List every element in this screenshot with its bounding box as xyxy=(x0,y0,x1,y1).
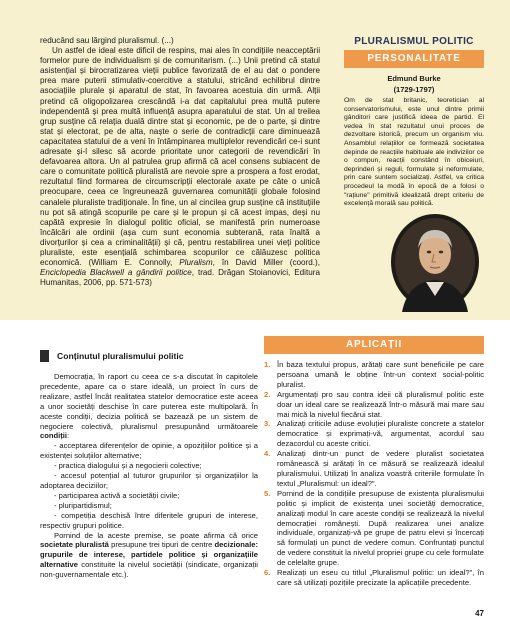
personality-sidebar xyxy=(344,36,484,209)
paragraph-2-a: Pornind de la aceste premise, se poate afirma că orice xyxy=(54,530,258,540)
condition-item: - accesul potențial al tuturor grupurilor și organizațiilor la adoptarea deciziilor; xyxy=(40,471,258,490)
quote-main-text: Un astfel de ideal este dificil de respins, mai ales în condițiile neacceptării formelor pure de individualism și de comunitarism. (...) Unii pretind că statul asistențial și birocratizarea vieții publice favorizată de el au dat o pondere prea mare puterii stimulativ-coercitive a statului, stricând echilibrul dintre asociațiile plurale și aparatul de stat, în favoarea acestuia din urmă. Alții pretind că oligopolizarea crescândă i-a dat capitalului prea multă putere independentă și prea multă influență asupra aparatului de stat. Un al treilea grup susține că relația duală dintre stat și economic, pe de o parte, și dintre stat și electorat, pe de alta, naște o serie de contradicții care diminuează capacitatea statului de a veni în întâmpinarea multiplelor revendicări ce-i sunt adresate și-l silesc să acorde prioritate unor categorii de revendicări în defavoarea altora. Un al patrulea grup afirmă că acel consens subiacent de care o comunitate politică pluralistă are nevoie spre a prospera a fost erodat, rezultatul fiind formarea de circumscripții electorale axate pe câte o unică preocupare, ceea ce îngreunează guvernarea comunității globale folosind canalele pluraliste tradiționale. În fine, un al cincilea grup susține că instituțiile nu pot să atingă scopurile pe care și le propun și că acest impas, deși nu capătă expresie în dialogul politic oficial, se manifestă prin numeroase încălcări ale ordinii (așa cum sunt economia subterană, rata înaltă a divorțurilor și cea a criminalității) și că, pentru restabilirea unei vieți politice pluraliste, este esențială schimbarea scopurilor ce călăuzesc politica economică. (William E. Connolly, xyxy=(40,46,320,268)
paragraph-1-end: : xyxy=(67,431,70,441)
condition-item: - practica dialogului și a negocierii colective; xyxy=(54,461,202,471)
personality-bio: Om de stat britanic, teoretician al conservatorismului, este unul dintre primii gânditori care justifică ideea de partid. El vedea în stat rezultatul unui proces de dezvoltare istorică, precum un organism viu. Ansamblul relațiilor ce formează societatea depinde de reacțiile habituale ale indivizilor ce o compun, reacții constând în obiceiuri, deprinderi și reguli, formulate și neformulate, prin care suntem socializați. Astfel, va critica procedeul la modă în epocă de a folosi o "rațiune" primitivă idealizată drept criteriu de excelență morală sau politică. xyxy=(344,97,484,208)
section-paragraph-1 xyxy=(40,372,258,441)
pluralist-society-term: societate pluralistă xyxy=(40,540,109,550)
quote-title-pluralism: Pluralism xyxy=(179,258,213,268)
application-item xyxy=(264,568,484,588)
personality-years: (1729-1797) xyxy=(393,85,435,94)
quote-citation-end: , trad. Drăgan Stoianovici, Editura Humanitas, 2006, pp. 571-573) xyxy=(40,268,320,288)
applications-list xyxy=(264,360,484,588)
section-heading xyxy=(40,350,260,362)
application-item xyxy=(264,489,484,568)
personality-name: Edmund Burke xyxy=(387,74,441,83)
quote-paragraph-2 xyxy=(40,46,320,288)
paragraph-2-c: presupune trei tipuri de centre xyxy=(108,540,215,550)
section-paragraph-2 xyxy=(40,531,258,581)
quote-paragraph-1: reducând sau lărgind pluralismul. (...) xyxy=(40,36,174,45)
quote-citation-mid: , în David Miller (coord.), xyxy=(212,258,321,268)
decision-centers-term: decizionale: grupurile de interese, partidele politice și organizațiile alternative xyxy=(40,540,259,570)
application-number: 1. xyxy=(264,360,271,369)
application-text: Argumentați pro sau contra ideii că pluralismul politic este doar un ideal care se realizează într-o măsură mai mare sau mai mică la nivelul fiecărui stat. xyxy=(277,389,484,419)
application-item xyxy=(264,419,484,449)
application-text: Pornind de la condițiile presupuse de existența pluralismului politic și implicit de existența unei societăți democratice, analizați modul în care aceste condiții se realizează la nivelul democrației românești. După realizarea unei analize individuale, organizați-vă pe grupe de patru elevi și încercați să formulați un punct de vedere comun. Confruntați punctul de vedere constituit la nivelul propriei grupe cu cele formulate de celelalte grupe. xyxy=(277,488,484,568)
section-marker-icon xyxy=(40,350,49,362)
chapter-title: PLURALISMUL POLITIC xyxy=(354,36,474,47)
application-item xyxy=(264,360,484,390)
section-body xyxy=(40,372,258,580)
application-number: 4. xyxy=(264,449,271,459)
paragraph-2-d: constituite la nivelul societății (sindicate, organizații non-guvernamentale etc.). xyxy=(40,560,258,580)
application-text: În baza textului propus, arătați care sunt beneficiile pe care persoana umană le obține într-un context social-politic pluralist. xyxy=(277,360,484,389)
application-item xyxy=(264,449,484,489)
edmund-burke-portrait xyxy=(388,212,482,312)
page-number: 47 xyxy=(475,609,484,618)
applications-banner: APLICAȚII xyxy=(264,336,484,354)
section-title: Conținutul pluralismului politic xyxy=(57,351,184,361)
application-number: 3. xyxy=(264,419,271,429)
application-item xyxy=(264,390,484,420)
application-text: Realizați un eseu cu titlul „Pluralismul politic: un ideal?”, în care să utilizați pozițiile precizate la aplicațiile precedente. xyxy=(277,568,484,587)
condition-item: - competiția deschisă între diferitele grupuri de interese, respectiv grupuri politice. xyxy=(40,510,258,530)
personality-banner: PERSONALITATE xyxy=(344,50,484,68)
conditions-term: condiții xyxy=(40,431,67,441)
condition-item: - participarea activă a societății civile; xyxy=(54,490,180,500)
condition-item: - pluripartidismul; xyxy=(54,500,112,510)
application-text: Analizați dintr-un punct de vedere pluralist societatea românească și arătați în ce măsură se realizează idealul pluralismului. Utilizați în analiza voastră criteriile formulate în textul „Pluralismul: un ideal?”. xyxy=(277,449,484,488)
quote-excerpt xyxy=(40,36,320,288)
quote-title-encyclopedia: Enciclopedia Blackwell a gândirii politice xyxy=(40,268,192,278)
paragraph-1-text: Democrația, în raport cu ceea ce s-a discutat în capitolele precedente, apare ca o stare ideală, un proiect în curs de realizare, astfel încât realitatea statelor democratice este aceea a unor societăți deschise în care puterea este multipolară. În aceste condiții, decizia politică se bazează pe un sistem de negociere colectivă, pluralismul presupunând următoarele xyxy=(40,372,258,431)
application-number: 6. xyxy=(264,568,271,578)
application-number: 5. xyxy=(264,488,271,498)
application-text: Analizați criticile aduse evoluției pluraliste concrete a statelor democratice și exprimați-vă, argumentat, acordul sau dezacordul cu aceste critici. xyxy=(277,419,484,449)
application-number: 2. xyxy=(264,389,271,399)
condition-item: - acceptarea diferențelor de opinie, a opozițiilor politice și a existenței soluțiilor alternative; xyxy=(40,441,258,461)
